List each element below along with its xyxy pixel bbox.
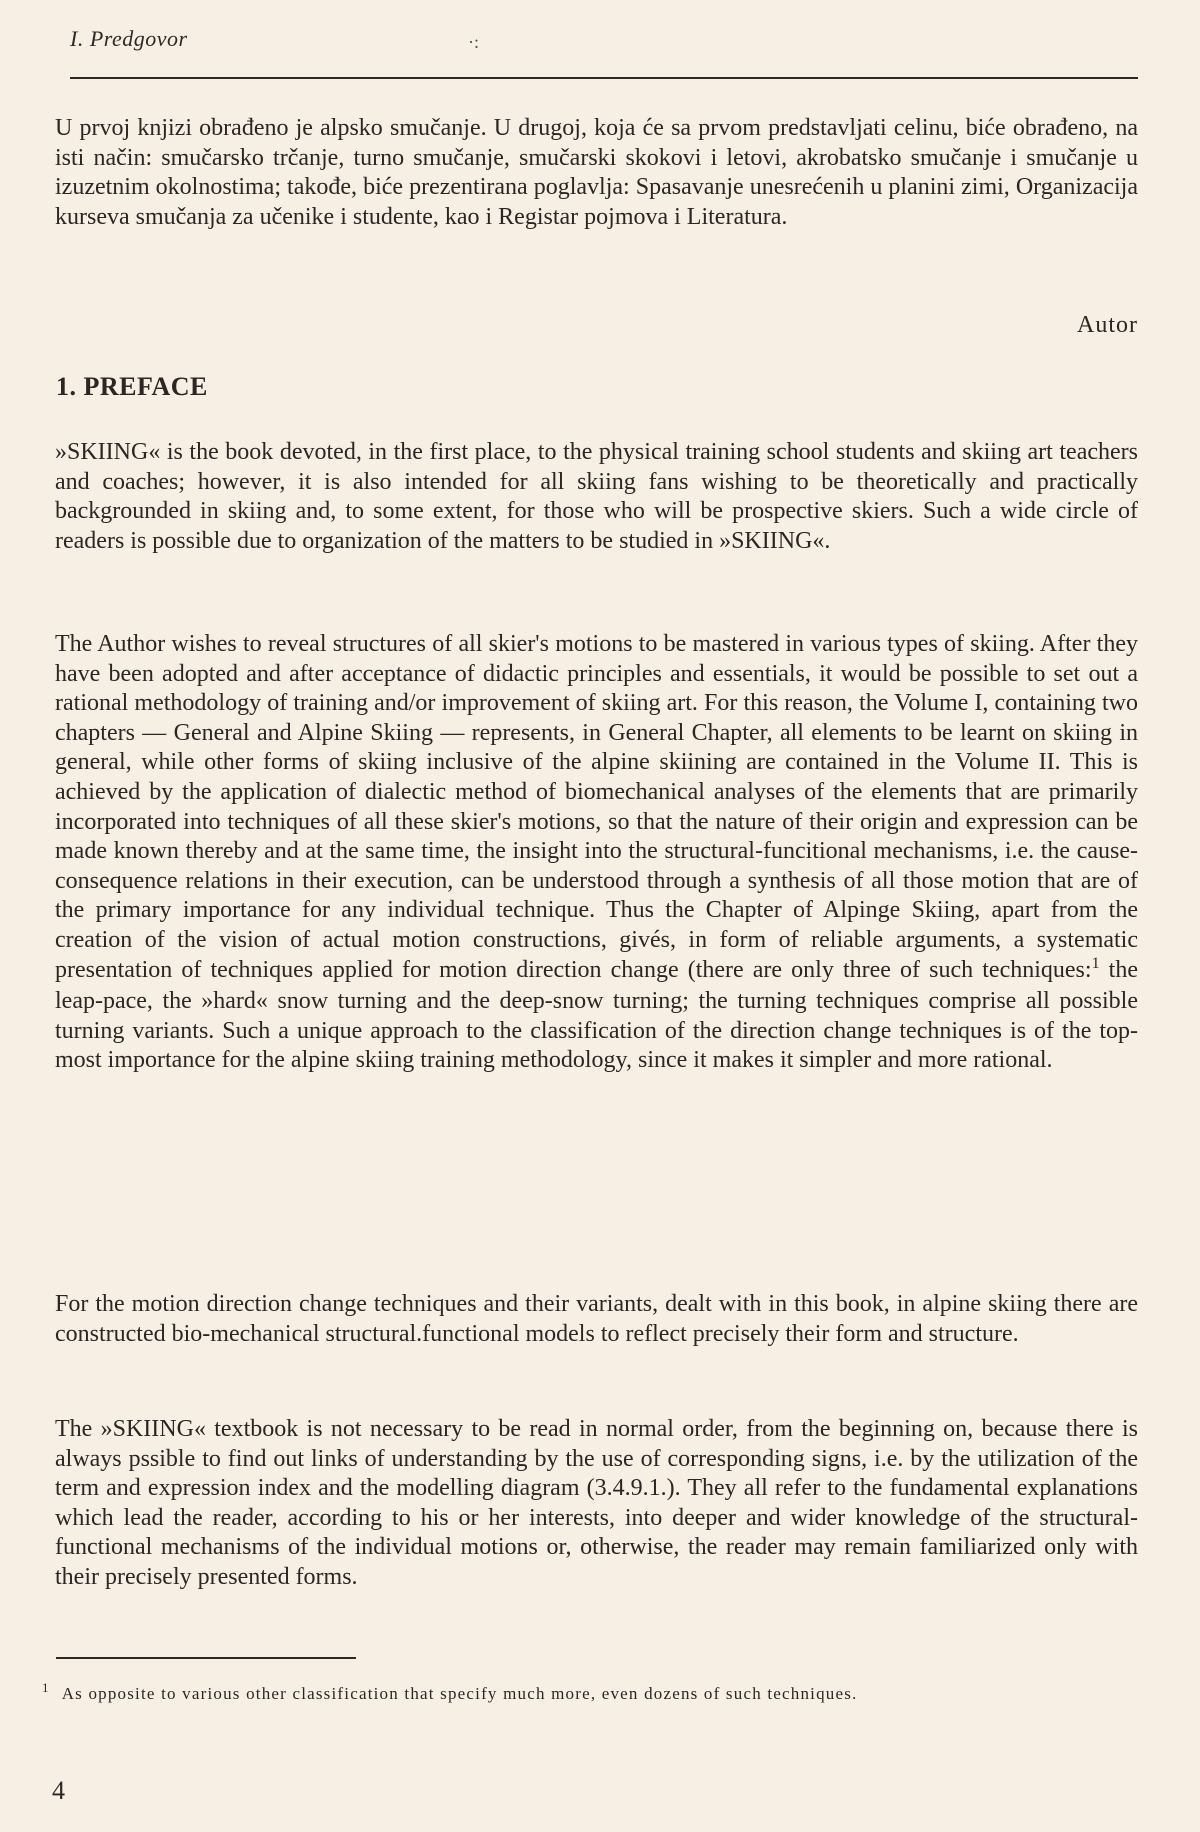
footnote-reference[interactable]: 1 [1091,954,1100,972]
preface-paragraph-4: The »SKIING« textbook is not necessary to be read in normal order, from the beginning on, because there is always pssible to find out links of understanding by the use of corresponding signs, i.e. by the utilization of the term and expression index and the modelling diagram (3.4.9.1.). They all refer to the fundamental explanations which lead the reader, according to his or her interests, into deeper and wider knowledge of the structural-functional mechanisms of the individual motions or, otherwise, the reader may remain familiarized only with their precisely presented forms. [55,1416,1138,1590]
footnote-text: As opposite to various other classification that specify much more, even dozens of such techniques. [61,1684,858,1703]
footnote-marker: 1 [42,1680,50,1695]
preface-paragraph-3: For the motion direction change techniques and their variants, dealt with in this book, in alpine skiing there are constructed bio-mechanical structural.functional models to reflect precisely their form and structure. [55,1291,1138,1347]
preface-paragraph-2-part-2: the leap-pace, the »hard« snow turning and the deep-snow turning; the turning techniques comprise all possible turning variants. Such a unique approach to the classification of the direction change techniques is of the top-most importance for the alpine skiing training methodology, since it makes it simpler and more rational. [55,956,1138,1074]
page-number: 4 [52,1776,65,1805]
footnote-rule [56,1657,356,1659]
preface-paragraph-2 [55,630,1138,1076]
preface-paragraph-2-part-1: The Author wishes to reveal structures of all skier's motions to be mastered in various types of skiing. After they have been adopted and after acceptance of didactic principles and essentials, it would be possible to set out a rational methodology of training and/or improvement of skiing art. For this reason, the Volume I, containing two chapters — General and Alpine Skiing — represents, in General Chapter, all elements to be learnt on skiing in general, while other forms of skiing inclusive of the alpine skiining are contained in the Volume II. This is achieved by the application of dialectic method of biomechanical analyses of the elements that are primarily incorporated into techniques of all these skier's motions, so that the nature of their origin and expression can be made known thereby and at the same time, the insight into the structural-funcitional mechanisms, i.e. the cause-consequence relations in their execution, can be understood through a synthesis of all those motion that are of the primary importance for any individual technique. Thus the Chapter of Alpinge Skiing, apart from the creation of the vision of actual motion constructions, givés, in form of reliable arguments, a systematic presentation of techniques applied for motion direction change (there are only three of such techniques: [55,631,1138,983]
header-rule [70,77,1138,79]
running-header: I. Predgovor [70,26,188,51]
foreword-paragraph-sr: U prvoj knjizi obrađeno je alpsko smučanje. U drugoj, koja će sa prvom predstavljati celinu, biće obrađeno, na isti način: smučarsko trčanje, turno smučanje, smučarski skokovi i letovi, akrobatsko smučanje i smučanje u izuzetnim okolnostima; takođe, biće prezentirana poglavlja: Spasavanje unesrećenih u planini zimi, Organizacija kurseva smučanja za učenike i studente, kao i Registar pojmova i Literatura. [55,115,1138,230]
author-signature: Autor [1077,312,1138,338]
preface-paragraph-1: »SKIING« is the book devoted, in the first place, to the physical training school students and skiing art teachers and coaches; however, it is also intended for all skiing fans wishing to be theoretically and practically backgrounded in skiing and, to some extent, for those who will be prospective skiers. Such a wide circle of readers is possible due to organization of the matters to be studied in »SKIING«. [55,439,1138,554]
header-dot-mark: ·: [468,32,479,52]
footnote [28,1680,1038,1709]
section-heading-preface: 1. PREFACE [56,372,208,401]
